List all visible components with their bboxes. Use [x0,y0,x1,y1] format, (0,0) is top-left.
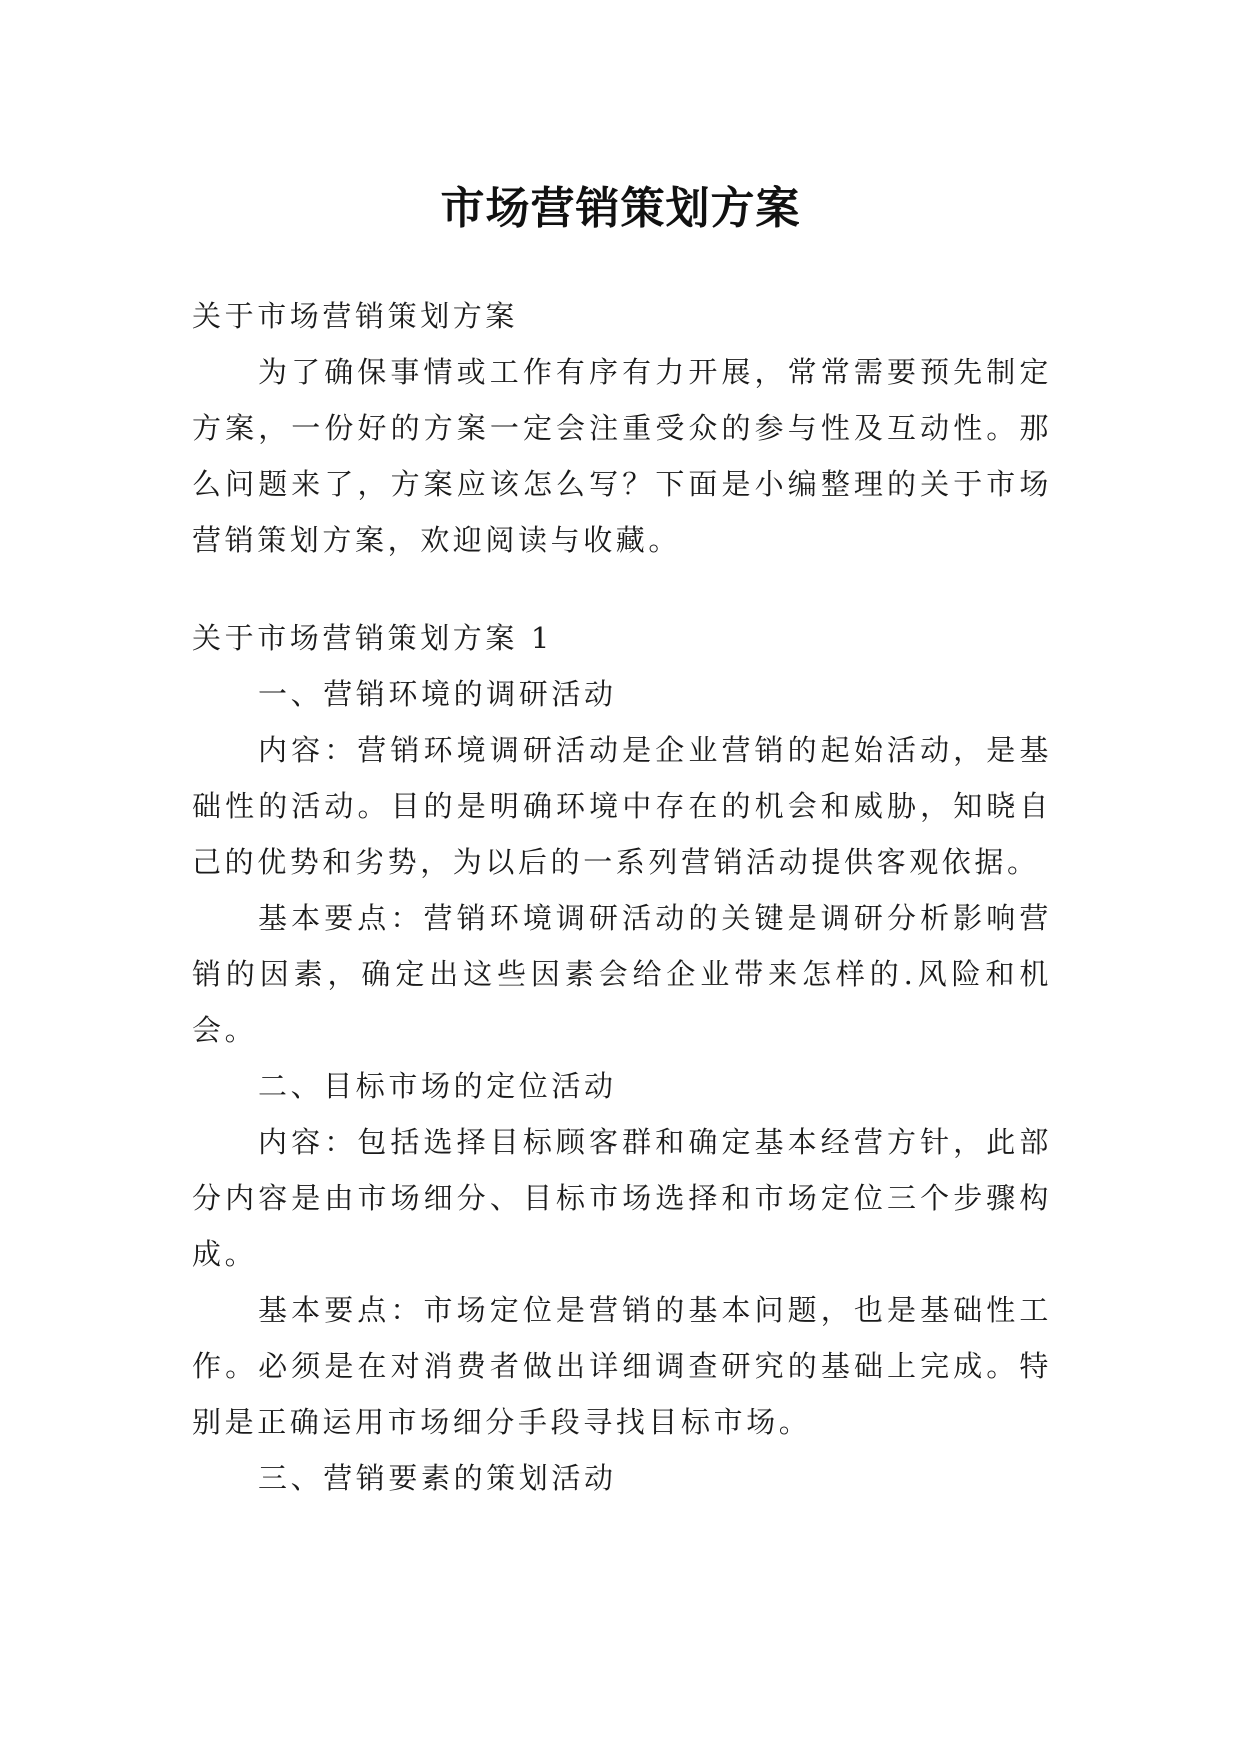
subsection-heading-2: 二、目标市场的定位活动 [258,1069,617,1103]
key-points-paragraph-1: 基本要点：营销环境调研活动的关键是调研分析影响营销的因素，确定出这些因素会给企业带来怎样的.风险和机会。 [192,901,1052,1047]
section-spacer [192,568,1052,610]
document-body [192,288,1052,1506]
intro-paragraph: 为了确保事情或工作有序有力开展，常常需要预先制定方案，一份好的方案一定会注重受众的参与性及互动性。那么问题来了，方案应该怎么写？下面是小编整理的关于市场营销策划方案，欢迎阅读与收藏。 [192,355,1052,557]
key-points-paragraph-2: 基本要点：市场定位是营销的基本问题，也是基础性工作。必须是在对消费者做出详细调查研究的基础上完成。特别是正确运用市场细分手段寻找目标市场。 [192,1293,1052,1439]
content-paragraph-1: 内容：营销环境调研活动是企业营销的起始活动，是基础性的活动。目的是明确环境中存在的机会和威胁，知晓自己的优势和劣势，为以后的一系列营销活动提供客观依据。 [192,733,1052,879]
intro-heading: 关于市场营销策划方案 [192,299,519,333]
subsection-heading-3: 三、营销要素的策划活动 [258,1461,617,1495]
section-heading-1: 关于市场营销策划方案 1 [192,621,553,655]
subsection-heading-1: 一、营销环境的调研活动 [258,677,617,711]
document-title: 市场营销策划方案 [440,183,801,235]
content-paragraph-2: 内容：包括选择目标顾客群和确定基本经营方针，此部分内容是由市场细分、目标市场选择和市场定位三个步骤构成。 [192,1125,1052,1271]
